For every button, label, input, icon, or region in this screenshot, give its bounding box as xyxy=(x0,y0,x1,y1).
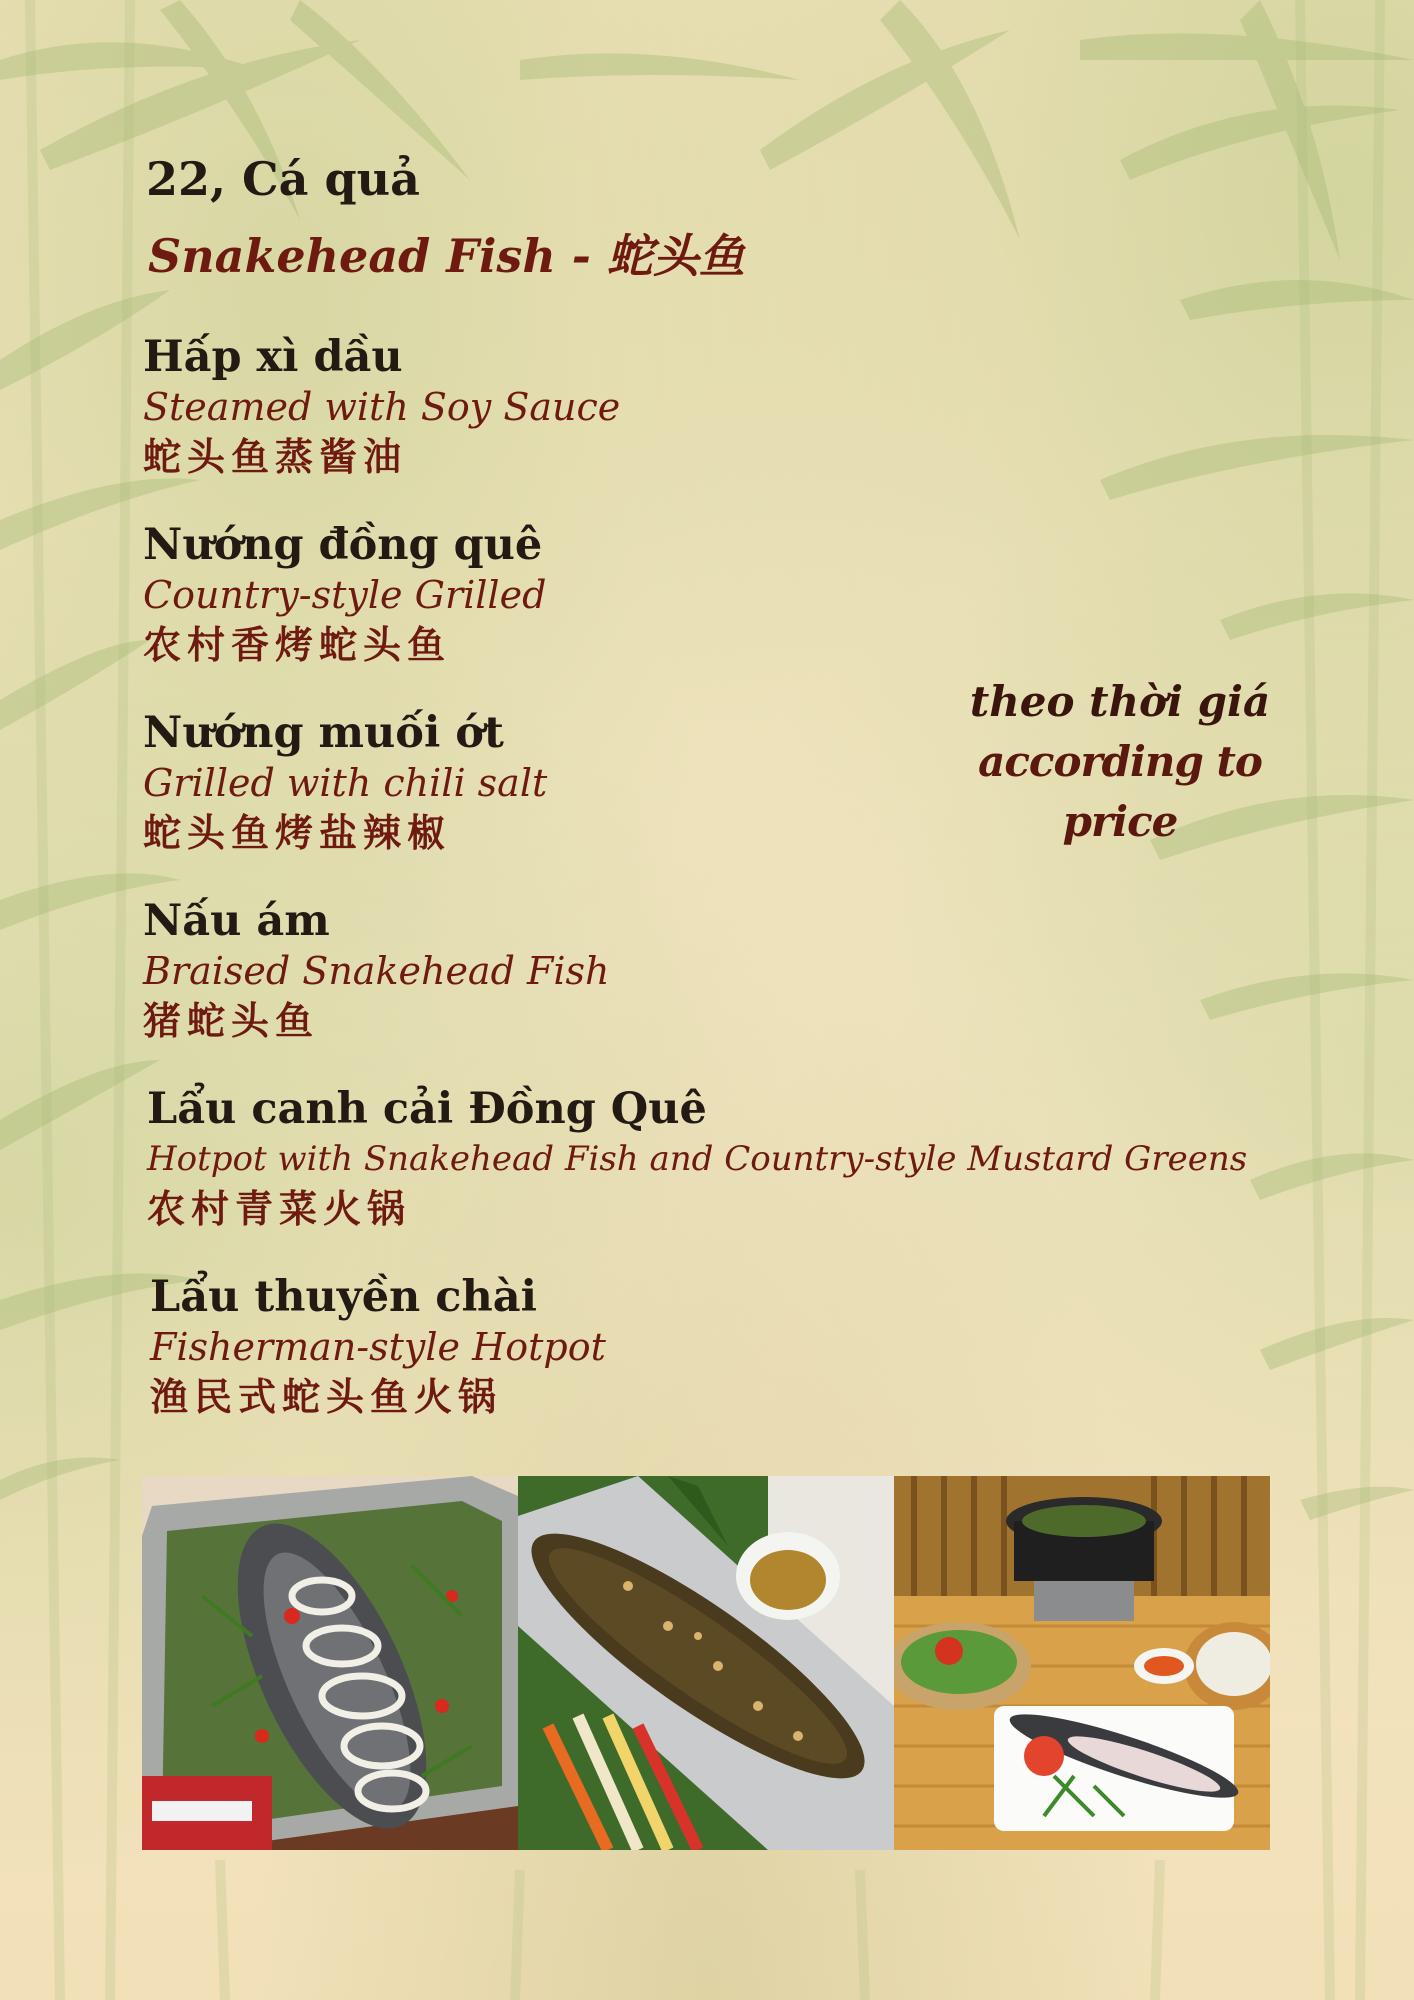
item-name-zh: 蛇头鱼烤盐辣椒 xyxy=(143,810,452,855)
item-name-vi: Lẩu thuyền chài xyxy=(150,1272,537,1322)
steamed-fish-image xyxy=(142,1476,518,1850)
menu-item xyxy=(143,330,620,484)
menu-item xyxy=(143,518,546,672)
hotpot-image xyxy=(894,1476,1270,1850)
photo-steamed-fish xyxy=(142,1476,518,1850)
item-name-en: Country-style Grilled xyxy=(143,573,547,617)
price-note xyxy=(940,672,1300,852)
item-name-zh: 猪蛇头鱼 xyxy=(143,998,320,1043)
item-name-en: Braised Snakehead Fish xyxy=(143,949,610,993)
price-note-vi: theo thời giá xyxy=(969,677,1271,726)
item-name-vi: Nướng muối ớt xyxy=(143,708,504,758)
item-name-en: Steamed with Soy Sauce xyxy=(143,385,621,429)
dish-photos xyxy=(142,1476,1272,1850)
item-name-zh: 农村香烤蛇头鱼 xyxy=(143,622,452,667)
item-name-en: Hotpot with Snakehead Fish and Country-style Mustard Greens xyxy=(147,1139,1248,1179)
menu-item xyxy=(150,1270,606,1424)
item-name-vi: Nấu ám xyxy=(143,896,330,946)
item-name-vi: Nướng đồng quê xyxy=(143,520,543,570)
item-name-zh: 渔民式蛇头鱼火锅 xyxy=(150,1374,503,1419)
menu-item xyxy=(143,894,609,1048)
item-name-zh: 蛇头鱼蒸酱油 xyxy=(143,434,408,479)
section-title: 22, Cá quả xyxy=(146,152,420,206)
grilled-fish-image xyxy=(518,1476,894,1850)
menu-item xyxy=(143,706,547,860)
menu-item xyxy=(147,1082,1247,1236)
item-name-zh: 农村青菜火锅 xyxy=(147,1186,412,1231)
price-note-en: according to price xyxy=(978,737,1262,846)
item-name-en: Grilled with chili salt xyxy=(143,761,548,805)
photo-hotpot xyxy=(894,1476,1270,1850)
photo-grilled-fish xyxy=(518,1476,894,1850)
item-name-vi: Lẩu canh cải Đồng Quê xyxy=(147,1084,707,1134)
item-name-vi: Hấp xì dầu xyxy=(143,332,403,382)
item-name-en: Fisherman-style Hotpot xyxy=(150,1325,606,1369)
section-subtitle: Snakehead Fish - 蛇头鱼 xyxy=(148,229,745,283)
